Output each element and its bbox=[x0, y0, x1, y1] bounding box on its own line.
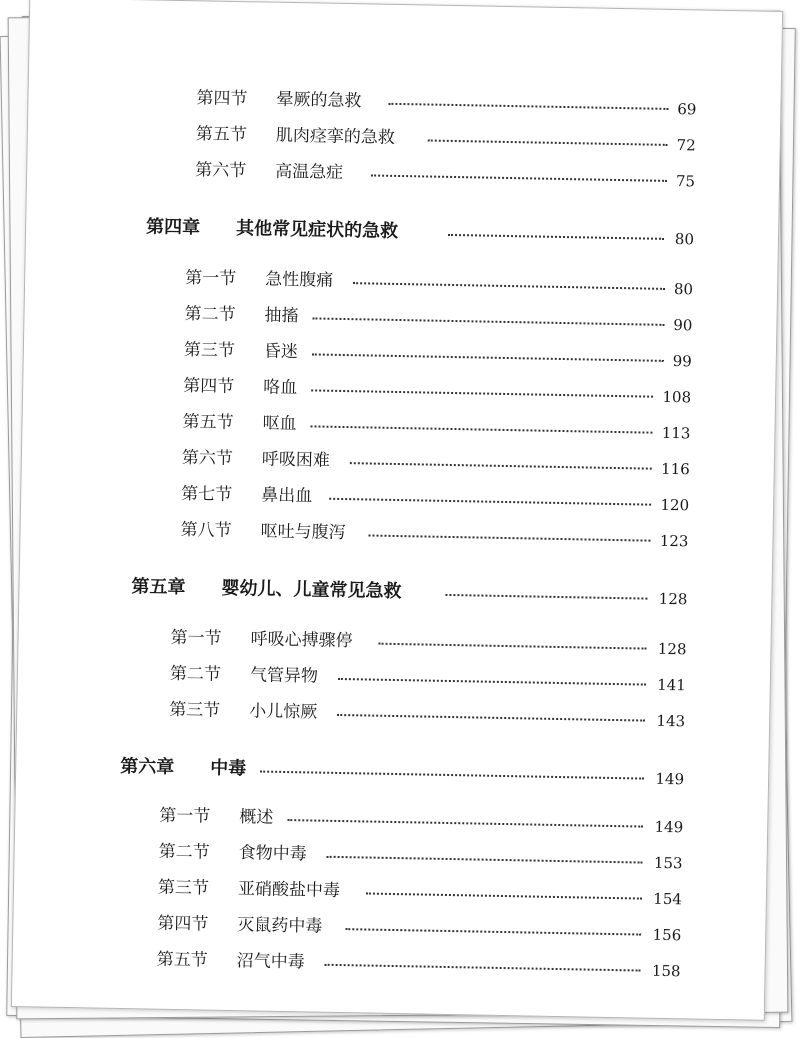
section-label: 第二节 bbox=[184, 304, 236, 326]
dot-leader bbox=[428, 140, 668, 146]
section-title: 晕厥的急救 bbox=[276, 89, 362, 112]
dot-leader bbox=[327, 856, 643, 864]
dot-leader bbox=[371, 174, 667, 181]
dot-leader bbox=[310, 425, 652, 433]
section-label: 第七节 bbox=[181, 484, 233, 505]
section-title: 呕血 bbox=[262, 413, 297, 435]
page-number: 123 bbox=[659, 531, 689, 551]
chapter-label: 第六章 bbox=[120, 755, 175, 778]
section-title: 灭鼠药中毒 bbox=[237, 915, 323, 937]
page-number: 120 bbox=[660, 495, 690, 515]
dot-leader bbox=[350, 462, 652, 470]
page-number: 69 bbox=[677, 100, 697, 119]
section-label: 第二节 bbox=[158, 841, 210, 863]
section-label: 第四节 bbox=[196, 88, 248, 110]
dot-leader bbox=[345, 928, 641, 935]
section-label: 第三节 bbox=[157, 877, 210, 899]
toc-entry-section bbox=[169, 695, 685, 734]
toc-entry-section bbox=[159, 801, 683, 841]
toc-entry-section bbox=[184, 335, 692, 374]
page-number: 80 bbox=[674, 230, 695, 249]
page-number: 156 bbox=[652, 925, 682, 945]
page-number: 72 bbox=[676, 136, 696, 155]
section-title: 呕吐与腹泻 bbox=[260, 521, 346, 544]
toc-entry-section bbox=[181, 479, 689, 518]
dot-leader bbox=[311, 389, 653, 397]
section-label: 第一节 bbox=[170, 627, 222, 649]
section-title: 高温急症 bbox=[274, 161, 344, 183]
page-number: 149 bbox=[654, 817, 684, 837]
toc-entry-section bbox=[195, 155, 695, 194]
page-number: 99 bbox=[672, 352, 692, 371]
section-title: 呼吸心搏骤停 bbox=[250, 629, 353, 652]
section-title: 气管异物 bbox=[249, 665, 319, 687]
dot-leader bbox=[338, 678, 646, 686]
section-label: 第八节 bbox=[180, 520, 232, 541]
page-number: 80 bbox=[673, 280, 694, 299]
dot-leader bbox=[329, 498, 651, 506]
section-title: 呼吸困难 bbox=[261, 449, 331, 471]
toc-entry-section bbox=[156, 945, 680, 985]
chapter-label: 第五章 bbox=[131, 576, 186, 599]
page-number: 143 bbox=[656, 711, 686, 731]
chapter-title: 婴幼儿、儿童常见急救 bbox=[221, 577, 402, 603]
section-label: 第三节 bbox=[183, 340, 236, 362]
section-title: 食物中毒 bbox=[238, 843, 307, 865]
page-number: 149 bbox=[655, 769, 685, 789]
page-number: 158 bbox=[651, 961, 681, 981]
toc-entry-section bbox=[182, 443, 690, 482]
page-number: 90 bbox=[673, 316, 693, 335]
dot-leader bbox=[366, 892, 642, 899]
page-number: 116 bbox=[660, 459, 690, 479]
section-title: 咯血 bbox=[263, 377, 298, 399]
toc-entry-section bbox=[185, 263, 693, 302]
toc-entry-section bbox=[183, 371, 691, 410]
toc-entry-chapter bbox=[120, 752, 684, 792]
page-number: 108 bbox=[662, 387, 692, 407]
dot-leader bbox=[368, 534, 650, 541]
dot-leader bbox=[325, 964, 641, 972]
section-title: 肌肉痉挛的急救 bbox=[275, 125, 395, 148]
section-title: 小儿惊厥 bbox=[249, 701, 318, 723]
toc-entry-section bbox=[158, 873, 682, 913]
page-number: 128 bbox=[657, 639, 687, 659]
dot-leader bbox=[260, 771, 644, 780]
section-label: 第一节 bbox=[159, 805, 211, 827]
toc-entry-section bbox=[184, 299, 692, 338]
section-label: 第二节 bbox=[169, 663, 222, 685]
toc-entry-section bbox=[170, 659, 686, 698]
page-number: 128 bbox=[658, 589, 688, 609]
section-label: 第五节 bbox=[195, 124, 248, 146]
section-label: 第三节 bbox=[169, 699, 221, 721]
dot-leader bbox=[312, 317, 664, 325]
dot-leader bbox=[287, 819, 643, 828]
toc-entry-section bbox=[158, 837, 682, 877]
dot-leader bbox=[388, 103, 668, 110]
dot-leader bbox=[448, 234, 664, 240]
toc-page bbox=[11, 0, 783, 1021]
dot-leader bbox=[379, 643, 647, 650]
section-title: 抽搐 bbox=[264, 305, 299, 327]
toc-entry-section bbox=[196, 83, 696, 122]
page-number: 75 bbox=[675, 172, 696, 191]
toc-entry-section bbox=[157, 909, 681, 949]
toc-entry-section bbox=[196, 119, 696, 158]
section-label: 第一节 bbox=[185, 268, 237, 290]
chapter-title: 中毒 bbox=[210, 757, 247, 780]
chapter-title: 其他常见症状的急救 bbox=[235, 218, 399, 242]
page-number: 154 bbox=[653, 889, 683, 909]
toc-entry-section bbox=[170, 623, 686, 662]
page-number: 141 bbox=[657, 675, 686, 695]
section-label: 第六节 bbox=[194, 160, 247, 182]
toc-entry-chapter bbox=[131, 572, 687, 612]
toc-entry-section bbox=[180, 515, 688, 554]
section-title: 亚硝酸盐中毒 bbox=[237, 879, 341, 902]
section-label: 第四节 bbox=[183, 376, 235, 397]
section-title: 概述 bbox=[239, 807, 274, 828]
toc-entry-chapter bbox=[146, 212, 694, 252]
section-label: 第六节 bbox=[181, 448, 234, 469]
section-label: 第四节 bbox=[157, 913, 209, 935]
toc-entry-section bbox=[182, 407, 690, 446]
dot-leader bbox=[353, 282, 665, 290]
section-label: 第五节 bbox=[156, 949, 208, 971]
page-number: 113 bbox=[661, 423, 691, 443]
page-number: 153 bbox=[653, 853, 683, 873]
section-title: 急性腹痛 bbox=[264, 269, 334, 291]
dot-leader bbox=[312, 353, 664, 361]
section-title: 昏迷 bbox=[263, 341, 299, 363]
dot-leader bbox=[445, 594, 647, 600]
section-title: 沼气中毒 bbox=[236, 951, 305, 973]
chapter-label: 第四章 bbox=[145, 216, 201, 239]
section-label: 第五节 bbox=[182, 412, 234, 433]
section-title: 鼻出血 bbox=[261, 485, 313, 507]
dot-leader bbox=[337, 714, 645, 722]
